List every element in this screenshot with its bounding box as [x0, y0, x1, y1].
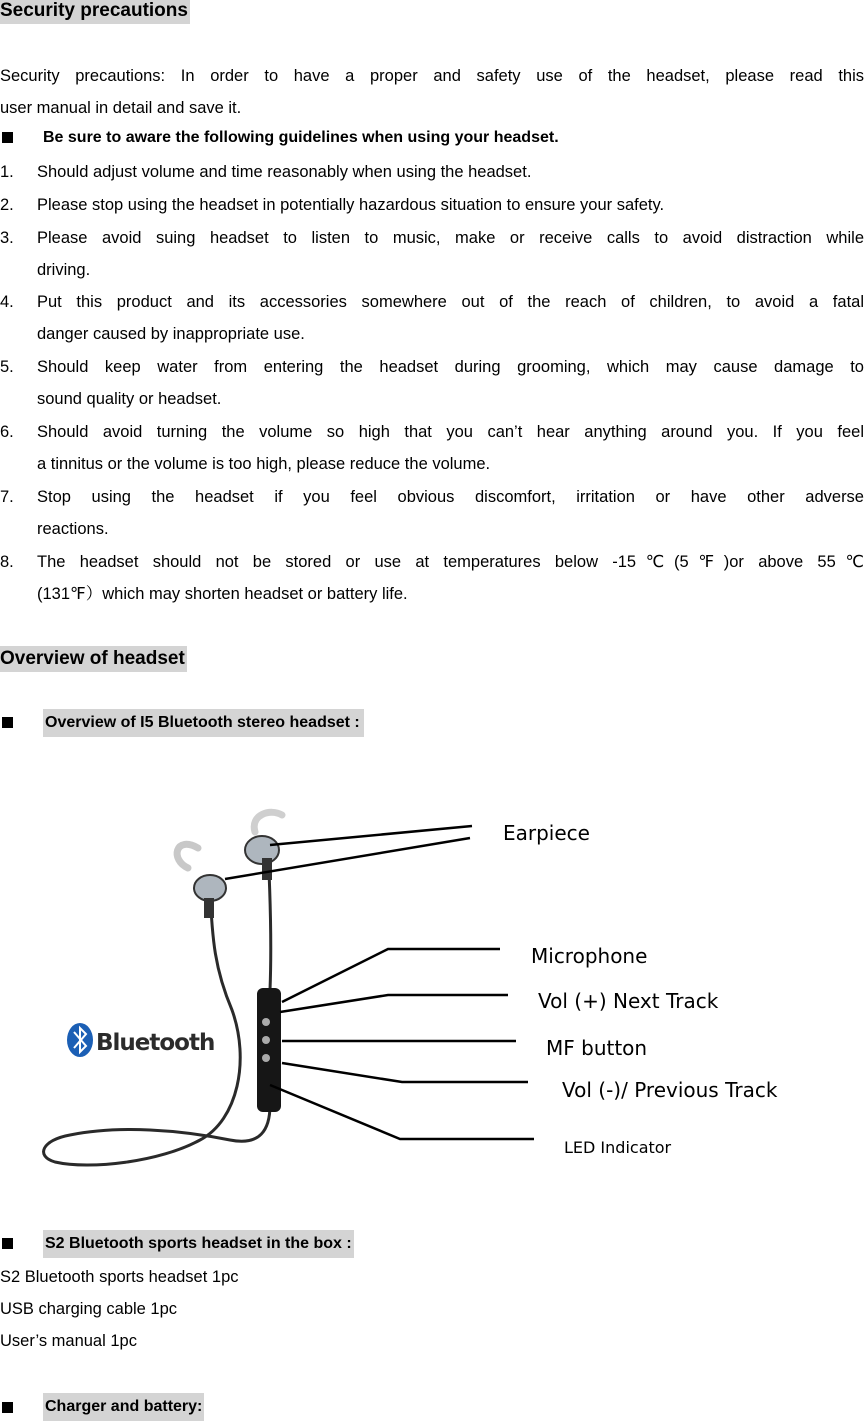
security-precautions-heading: Security precautions — [0, 0, 190, 24]
item-line: Should adjust volume and time reasonably when using the headset. — [37, 163, 532, 181]
item-line: Please avoid suing headset to listen to music, make or receive calls to avoid distraction while — [37, 229, 864, 247]
callout-led-indicator: LED Indicator — [564, 1138, 672, 1157]
intro-line-2: user manual in detail and save it. — [0, 99, 242, 117]
list-item: S2 Bluetooth sports headset 1pc — [0, 1268, 239, 1286]
item-line: Should keep water from entering the headset during grooming, which may cause damage to — [37, 358, 864, 376]
headset-diagram — [0, 790, 864, 1190]
intro-line-1: Security precautions: In order to have a proper and safety use of the headset, please read this — [0, 67, 864, 85]
bullet-square-icon — [2, 1238, 13, 1249]
item-number: 5. — [0, 358, 14, 376]
headset-illustration — [44, 812, 282, 1165]
item-number: 2. — [0, 196, 14, 214]
bullet-square-icon — [2, 132, 13, 143]
item-number: 3. — [0, 229, 14, 247]
item-line: a tinnitus or the volume is too high, please reduce the volume. — [37, 455, 491, 473]
bluetooth-logo-icon — [67, 1023, 214, 1057]
item-line: Please stop using the headset in potentially hazardous situation to ensure your safety. — [37, 196, 665, 214]
item-number: 7. — [0, 488, 14, 506]
list-item: User’s manual 1pc — [0, 1332, 137, 1350]
item-number: 6. — [0, 423, 14, 441]
charger-battery-subheading: Charger and battery: — [43, 1393, 204, 1421]
intro-paragraph — [0, 60, 864, 124]
in-the-box-subheading: S2 Bluetooth sports headset in the box : — [43, 1230, 354, 1258]
overview-subheading: Overview of I5 Bluetooth stereo headset : — [43, 709, 364, 737]
bluetooth-logo-text: Bluetooth — [96, 1030, 215, 1056]
bullet-square-icon — [2, 1402, 13, 1413]
bullet-square-icon — [2, 717, 13, 728]
callout-vol-plus: Vol (+) Next Track — [538, 989, 719, 1013]
item-line: The headset should not be stored or use at temperatures below -15℃(5℉)or above 55℃ — [37, 553, 864, 571]
item-line: danger caused by inappropriate use. — [37, 325, 305, 343]
overview-heading: Overview of headset — [0, 646, 187, 672]
item-number: 8. — [0, 553, 14, 571]
list-item: USB charging cable 1pc — [0, 1300, 178, 1318]
item-line: reactions. — [37, 520, 109, 538]
callout-microphone: Microphone — [531, 944, 648, 968]
callout-earpiece: Earpiece — [503, 821, 590, 845]
callout-vol-minus: Vol (-)/ Previous Track — [562, 1078, 778, 1102]
item-line: (131℉）which may shorten headset or battery life. — [37, 585, 408, 603]
item-line: Stop using the headset if you feel obvious discomfort, irritation or have other adverse — [37, 488, 864, 506]
item-line: sound quality or headset. — [37, 390, 222, 408]
guideline-title: Be sure to aware the following guidelines when using your headset. — [43, 129, 559, 146]
item-number: 4. — [0, 293, 14, 311]
callout-mf-button: MF button — [546, 1036, 648, 1060]
item-line: Should avoid turning the volume so high that you can’t hear anything around you. If you feel — [37, 423, 864, 441]
item-line: Put this product and its accessories somewhere out of the reach of children, to avoid a fatal — [37, 293, 864, 311]
item-number: 1. — [0, 163, 14, 181]
in-the-box-list — [0, 1261, 239, 1357]
item-line: driving. — [37, 261, 91, 279]
